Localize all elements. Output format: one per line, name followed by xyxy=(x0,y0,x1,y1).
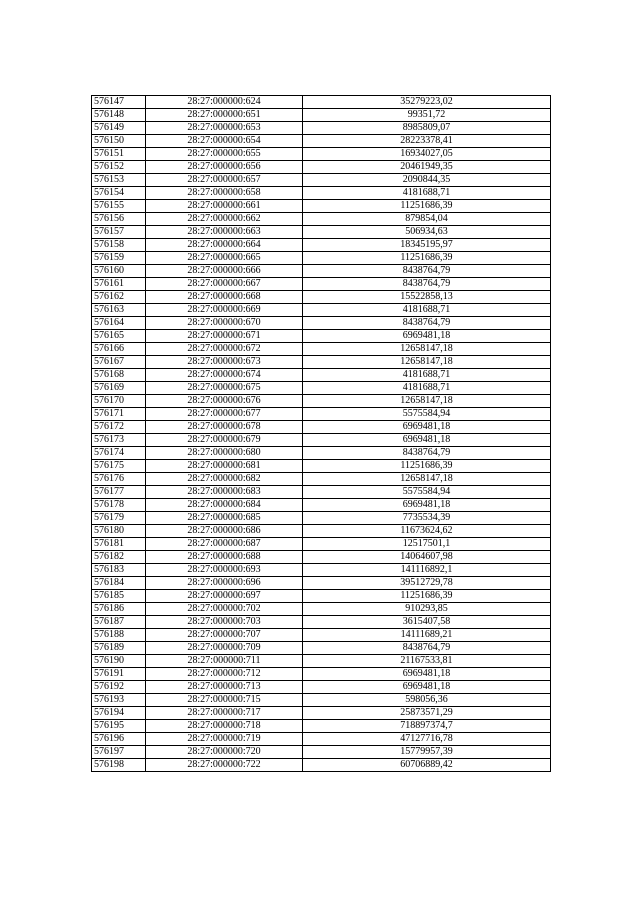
table-row xyxy=(92,109,551,122)
value-cell: 879854,04 xyxy=(303,213,551,226)
row-number-cell: 576165 xyxy=(92,330,146,343)
table-row xyxy=(92,707,551,720)
value-cell: 8438764,79 xyxy=(303,447,551,460)
value-cell: 8985809,07 xyxy=(303,122,551,135)
value-cell: 12658147,18 xyxy=(303,343,551,356)
value-cell: 18345195,97 xyxy=(303,239,551,252)
value-cell: 8438764,79 xyxy=(303,265,551,278)
table-row xyxy=(92,499,551,512)
cadastral-number-cell: 28:27:000000:722 xyxy=(146,759,303,772)
value-cell: 15779957,39 xyxy=(303,746,551,759)
value-cell: 12658147,18 xyxy=(303,356,551,369)
row-number-cell: 576172 xyxy=(92,421,146,434)
table-row xyxy=(92,291,551,304)
table-row xyxy=(92,421,551,434)
cadastral-number-cell: 28:27:000000:684 xyxy=(146,499,303,512)
table-row xyxy=(92,733,551,746)
value-cell: 16934027,05 xyxy=(303,148,551,161)
table-row xyxy=(92,720,551,733)
row-number-cell: 576173 xyxy=(92,434,146,447)
value-cell: 12658147,18 xyxy=(303,473,551,486)
table-row xyxy=(92,616,551,629)
row-number-cell: 576175 xyxy=(92,460,146,473)
row-number-cell: 576149 xyxy=(92,122,146,135)
table-row xyxy=(92,213,551,226)
cadastral-number-cell: 28:27:000000:679 xyxy=(146,434,303,447)
row-number-cell: 576155 xyxy=(92,200,146,213)
row-number-cell: 576169 xyxy=(92,382,146,395)
value-cell: 28223378,41 xyxy=(303,135,551,148)
table-row xyxy=(92,252,551,265)
table-row xyxy=(92,239,551,252)
table-row xyxy=(92,96,551,109)
table-row xyxy=(92,408,551,421)
row-number-cell: 576196 xyxy=(92,733,146,746)
table-row xyxy=(92,122,551,135)
table-row xyxy=(92,681,551,694)
row-number-cell: 576193 xyxy=(92,694,146,707)
cadastral-number-cell: 28:27:000000:669 xyxy=(146,304,303,317)
value-cell: 4181688,71 xyxy=(303,187,551,200)
table-body xyxy=(92,96,551,772)
cadastral-number-cell: 28:27:000000:658 xyxy=(146,187,303,200)
table-row xyxy=(92,135,551,148)
value-cell: 14064607,98 xyxy=(303,551,551,564)
value-cell: 12517501,1 xyxy=(303,538,551,551)
value-cell: 6969481,18 xyxy=(303,330,551,343)
row-number-cell: 576147 xyxy=(92,96,146,109)
table-row xyxy=(92,564,551,577)
table-row xyxy=(92,330,551,343)
table-row xyxy=(92,525,551,538)
row-number-cell: 576187 xyxy=(92,616,146,629)
cadastral-number-cell: 28:27:000000:711 xyxy=(146,655,303,668)
row-number-cell: 576182 xyxy=(92,551,146,564)
row-number-cell: 576195 xyxy=(92,720,146,733)
cadastral-number-cell: 28:27:000000:664 xyxy=(146,239,303,252)
row-number-cell: 576162 xyxy=(92,291,146,304)
value-cell: 11673624,62 xyxy=(303,525,551,538)
value-cell: 6969481,18 xyxy=(303,421,551,434)
value-cell: 718897374,7 xyxy=(303,720,551,733)
cadastral-number-cell: 28:27:000000:624 xyxy=(146,96,303,109)
cadastral-number-cell: 28:27:000000:687 xyxy=(146,538,303,551)
table-row xyxy=(92,512,551,525)
value-cell: 910293,85 xyxy=(303,603,551,616)
cadastral-number-cell: 28:27:000000:697 xyxy=(146,590,303,603)
table-row xyxy=(92,278,551,291)
row-number-cell: 576198 xyxy=(92,759,146,772)
row-number-cell: 576174 xyxy=(92,447,146,460)
row-number-cell: 576181 xyxy=(92,538,146,551)
value-cell: 506934,63 xyxy=(303,226,551,239)
value-cell: 3615407,58 xyxy=(303,616,551,629)
value-cell: 60706889,42 xyxy=(303,759,551,772)
value-cell: 39512729,78 xyxy=(303,577,551,590)
value-cell: 2090844,35 xyxy=(303,174,551,187)
value-cell: 8438764,79 xyxy=(303,278,551,291)
cadastral-number-cell: 28:27:000000:696 xyxy=(146,577,303,590)
value-cell: 20461949,35 xyxy=(303,161,551,174)
row-number-cell: 576153 xyxy=(92,174,146,187)
cadastral-number-cell: 28:27:000000:654 xyxy=(146,135,303,148)
value-cell: 35279223,02 xyxy=(303,96,551,109)
row-number-cell: 576180 xyxy=(92,525,146,538)
table-row xyxy=(92,317,551,330)
cadastral-number-cell: 28:27:000000:662 xyxy=(146,213,303,226)
cadastral-number-cell: 28:27:000000:680 xyxy=(146,447,303,460)
table-row xyxy=(92,590,551,603)
table-row xyxy=(92,382,551,395)
row-number-cell: 576171 xyxy=(92,408,146,421)
value-cell: 11251686,39 xyxy=(303,460,551,473)
value-cell: 25873571,29 xyxy=(303,707,551,720)
cadastral-number-cell: 28:27:000000:653 xyxy=(146,122,303,135)
cadastral-number-cell: 28:27:000000:688 xyxy=(146,551,303,564)
value-cell: 4181688,71 xyxy=(303,304,551,317)
row-number-cell: 576185 xyxy=(92,590,146,603)
cadastral-number-cell: 28:27:000000:719 xyxy=(146,733,303,746)
table-row xyxy=(92,265,551,278)
cadastral-number-cell: 28:27:000000:709 xyxy=(146,642,303,655)
row-number-cell: 576167 xyxy=(92,356,146,369)
cadastral-number-cell: 28:27:000000:678 xyxy=(146,421,303,434)
cadastral-number-cell: 28:27:000000:667 xyxy=(146,278,303,291)
cadastral-number-cell: 28:27:000000:693 xyxy=(146,564,303,577)
table-row xyxy=(92,486,551,499)
cadastral-number-cell: 28:27:000000:673 xyxy=(146,356,303,369)
cadastral-number-cell: 28:27:000000:672 xyxy=(146,343,303,356)
value-cell: 6969481,18 xyxy=(303,499,551,512)
row-number-cell: 576190 xyxy=(92,655,146,668)
cadastral-number-cell: 28:27:000000:718 xyxy=(146,720,303,733)
table-row xyxy=(92,434,551,447)
row-number-cell: 576150 xyxy=(92,135,146,148)
table-row xyxy=(92,356,551,369)
table-row xyxy=(92,200,551,213)
cadastral-number-cell: 28:27:000000:675 xyxy=(146,382,303,395)
cadastral-number-cell: 28:27:000000:683 xyxy=(146,486,303,499)
row-number-cell: 576148 xyxy=(92,109,146,122)
row-number-cell: 576194 xyxy=(92,707,146,720)
cadastral-number-cell: 28:27:000000:702 xyxy=(146,603,303,616)
value-cell: 8438764,79 xyxy=(303,317,551,330)
value-cell: 11251686,39 xyxy=(303,252,551,265)
table-row xyxy=(92,447,551,460)
table-row xyxy=(92,148,551,161)
table-row xyxy=(92,746,551,759)
row-number-cell: 576152 xyxy=(92,161,146,174)
table-row xyxy=(92,551,551,564)
table-row xyxy=(92,603,551,616)
row-number-cell: 576192 xyxy=(92,681,146,694)
row-number-cell: 576159 xyxy=(92,252,146,265)
table-row xyxy=(92,577,551,590)
cadastral-number-cell: 28:27:000000:677 xyxy=(146,408,303,421)
cadastral-number-cell: 28:27:000000:674 xyxy=(146,369,303,382)
row-number-cell: 576184 xyxy=(92,577,146,590)
value-cell: 5575584,94 xyxy=(303,486,551,499)
table-row xyxy=(92,759,551,772)
cadastral-number-cell: 28:27:000000:717 xyxy=(146,707,303,720)
table-row xyxy=(92,369,551,382)
value-cell: 4181688,71 xyxy=(303,382,551,395)
cadastral-number-cell: 28:27:000000:670 xyxy=(146,317,303,330)
row-number-cell: 576183 xyxy=(92,564,146,577)
row-number-cell: 576170 xyxy=(92,395,146,408)
value-cell: 141116892,1 xyxy=(303,564,551,577)
row-number-cell: 576164 xyxy=(92,317,146,330)
cadastral-number-cell: 28:27:000000:713 xyxy=(146,681,303,694)
value-cell: 11251686,39 xyxy=(303,200,551,213)
table-row xyxy=(92,473,551,486)
table-row xyxy=(92,226,551,239)
value-cell: 6969481,18 xyxy=(303,668,551,681)
table-row xyxy=(92,538,551,551)
row-number-cell: 576158 xyxy=(92,239,146,252)
cadastral-number-cell: 28:27:000000:720 xyxy=(146,746,303,759)
table-row xyxy=(92,655,551,668)
cadastral-number-cell: 28:27:000000:682 xyxy=(146,473,303,486)
value-cell: 21167533,81 xyxy=(303,655,551,668)
table-row xyxy=(92,694,551,707)
cadastral-number-cell: 28:27:000000:715 xyxy=(146,694,303,707)
table-row xyxy=(92,161,551,174)
cadastral-number-cell: 28:27:000000:665 xyxy=(146,252,303,265)
cadastral-number-cell: 28:27:000000:663 xyxy=(146,226,303,239)
cadastral-number-cell: 28:27:000000:657 xyxy=(146,174,303,187)
cadastral-number-cell: 28:27:000000:686 xyxy=(146,525,303,538)
value-cell: 14111689,21 xyxy=(303,629,551,642)
cadastral-number-cell: 28:27:000000:676 xyxy=(146,395,303,408)
row-number-cell: 576157 xyxy=(92,226,146,239)
cadastral-number-cell: 28:27:000000:655 xyxy=(146,148,303,161)
cadastral-number-cell: 28:27:000000:712 xyxy=(146,668,303,681)
cadastral-number-cell: 28:27:000000:671 xyxy=(146,330,303,343)
table-row xyxy=(92,187,551,200)
row-number-cell: 576151 xyxy=(92,148,146,161)
cadastral-number-cell: 28:27:000000:703 xyxy=(146,616,303,629)
row-number-cell: 576197 xyxy=(92,746,146,759)
cadastral-number-cell: 28:27:000000:661 xyxy=(146,200,303,213)
cadastral-number-cell: 28:27:000000:681 xyxy=(146,460,303,473)
cadastral-number-cell: 28:27:000000:656 xyxy=(146,161,303,174)
value-cell: 6969481,18 xyxy=(303,681,551,694)
table-row xyxy=(92,304,551,317)
cadastral-value-table xyxy=(91,95,551,772)
row-number-cell: 576156 xyxy=(92,213,146,226)
table-row xyxy=(92,668,551,681)
cadastral-number-cell: 28:27:000000:707 xyxy=(146,629,303,642)
row-number-cell: 576191 xyxy=(92,668,146,681)
row-number-cell: 576178 xyxy=(92,499,146,512)
row-number-cell: 576168 xyxy=(92,369,146,382)
cadastral-number-cell: 28:27:000000:666 xyxy=(146,265,303,278)
table-row xyxy=(92,642,551,655)
value-cell: 7735534,39 xyxy=(303,512,551,525)
value-cell: 47127716,78 xyxy=(303,733,551,746)
row-number-cell: 576163 xyxy=(92,304,146,317)
value-cell: 598056,36 xyxy=(303,694,551,707)
row-number-cell: 576179 xyxy=(92,512,146,525)
row-number-cell: 576186 xyxy=(92,603,146,616)
table-row xyxy=(92,629,551,642)
row-number-cell: 576161 xyxy=(92,278,146,291)
row-number-cell: 576166 xyxy=(92,343,146,356)
row-number-cell: 576188 xyxy=(92,629,146,642)
row-number-cell: 576154 xyxy=(92,187,146,200)
row-number-cell: 576176 xyxy=(92,473,146,486)
value-cell: 12658147,18 xyxy=(303,395,551,408)
table-row xyxy=(92,343,551,356)
row-number-cell: 576160 xyxy=(92,265,146,278)
cadastral-number-cell: 28:27:000000:668 xyxy=(146,291,303,304)
table-row xyxy=(92,460,551,473)
table-row xyxy=(92,395,551,408)
value-cell: 11251686,39 xyxy=(303,590,551,603)
cadastral-number-cell: 28:27:000000:651 xyxy=(146,109,303,122)
row-number-cell: 576177 xyxy=(92,486,146,499)
value-cell: 4181688,71 xyxy=(303,369,551,382)
value-cell: 6969481,18 xyxy=(303,434,551,447)
table-row xyxy=(92,174,551,187)
value-cell: 8438764,79 xyxy=(303,642,551,655)
value-cell: 15522858,13 xyxy=(303,291,551,304)
value-cell: 5575584,94 xyxy=(303,408,551,421)
value-cell: 99351,72 xyxy=(303,109,551,122)
row-number-cell: 576189 xyxy=(92,642,146,655)
cadastral-number-cell: 28:27:000000:685 xyxy=(146,512,303,525)
